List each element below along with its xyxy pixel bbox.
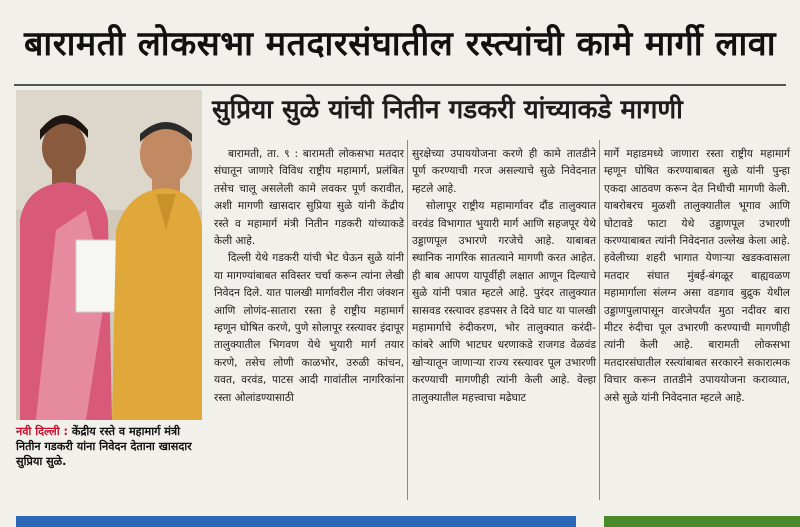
column-divider	[599, 140, 600, 500]
photo-caption	[16, 424, 206, 469]
bottom-bar-blue	[16, 516, 576, 527]
bottom-bar-green	[604, 516, 800, 527]
caption-text: केंद्रीय रस्ते व महामार्ग मंत्री नितीन गडकरी यांना निवेदन देताना खासदार सुप्रिया सुळे.	[16, 425, 192, 468]
article-column-3	[604, 146, 790, 407]
article-column-1	[214, 146, 404, 407]
column-divider	[407, 140, 408, 500]
paragraph: मार्गे महाडमध्ये जाणारा रस्ता राष्ट्रीय महामार्ग म्हणून घोषित करण्याबाबत सुळे यांनी पुन्हा एकदा आठवण करून देत निधीची मागणी केली. याबरोबरच मुळशी तालुक्यातील भूगाव आणि घोटावडे फाटा येथे उड्डाणपूल उभारणी करण्याबाबत त्यांनी निवेदनात उल्लेख केला आहे. हवेलीच्या शहरी भागात येणाऱ्या खडकवासला मतदार संघात मुंबई-बंगळूर बाह्यवळण महामार्गाला संलग्न असा वडगाव बुद्रुक येथील उड्डाणपुलापासून वारजेपर्यंत मुठा नदीवर बारा मीटर रुंदीचा पूल उभारणी करण्याची मागणीही त्यांनी केली आहे. बारामती लोकसभा मतदारसंघातील रस्त्यांबाबत सरकारने सकारात्मक विचार करून तातडीने उपाययोजना कराव्यात, असे सुळे यांनी निवेदनात म्हटले आहे.	[604, 148, 790, 404]
news-photo	[16, 90, 202, 420]
paragraph: सोलापूर राष्ट्रीय महामार्गावर दौंड तालुक्यात वरवंड विभागात भुयारी मार्ग आणि सहजपूर येथे उड्डाणपूल उभारणे गरजेचे आहे. याबाबत स्थानिक नागरिक सातत्याने मागणी करत आहेत. ही बाब आपण यापूर्वीही लक्षात आणून दिल्याचे सुळे यांनी पत्रात म्हटले आहे. पुरंदर तालुक्यात सासवड रस्त्यावर हडपसर ते दिवे घाट या पालखी महामार्गाचे रुंदीकरण, भोर तालुक्यात करंदी-कांबरे आणि भाटघर धरणाकडे राजगड वेळवंड खोऱ्यातून जाणाऱ्या राज्य रस्त्यावर पूल उभारणी करण्याची मागणीही त्यांनी केली आहे. वेल्हा तालुक्यातील महत्त्वाचा मढेघाट	[412, 200, 596, 404]
paragraph: दिल्ली येथे गडकरी यांची भेट घेऊन सुळे यांनी या मागण्यांबाबत सविस्तर चर्चा करून त्यांना लेखी निवेदन दिले. यात पालखी मार्गावरील नीरा जंक्शन आणि लोणंद-सातारा रस्ता हे राष्ट्रीय महामार्ग म्हणून घोषित करणे, पुणे सोलापूर रस्त्यावर इंदापूर तालुक्यातील भिगवण येथे भुयारी मार्ग तयार करणे, तसेच लोणी काळभोर, उरुळी कांचन, यवत, वरवंड, पाटस आदी गावांतील नागरिकांना रस्ता ओलांडण्यासाठी	[214, 252, 404, 404]
subheadline: सुप्रिया सुळे यांची नितीन गडकरी यांच्याकडे मागणी	[212, 95, 683, 125]
headline: बारामती लोकसभा मतदारसंघातील रस्त्यांची कामे मार्गी लावा	[23, 24, 777, 64]
headline-rule	[14, 84, 786, 86]
caption-location: नवी दिल्ली :	[16, 425, 68, 438]
paragraph: बारामती, ता. ९ : बारामती लोकसभा मतदार संघातून जाणारे विविध राष्ट्रीय महामार्ग, प्रलंबित तसेच चालू असलेली कामे लवकर पूर्ण करावीत, अशी मागणी खासदार सुप्रिया सुळे यांनी केंद्रीय रस्ते व महामार्ग मंत्री नितीन गडकरी यांच्याकडे केली आहे.	[214, 148, 404, 248]
article-column-2	[412, 146, 596, 407]
paragraph: सुरक्षेच्या उपाययोजना करणे ही कामे तातडीने पूर्ण करण्याची गरज असल्याचे सुळे निवेदनात म्हटले आहे.	[412, 148, 596, 195]
